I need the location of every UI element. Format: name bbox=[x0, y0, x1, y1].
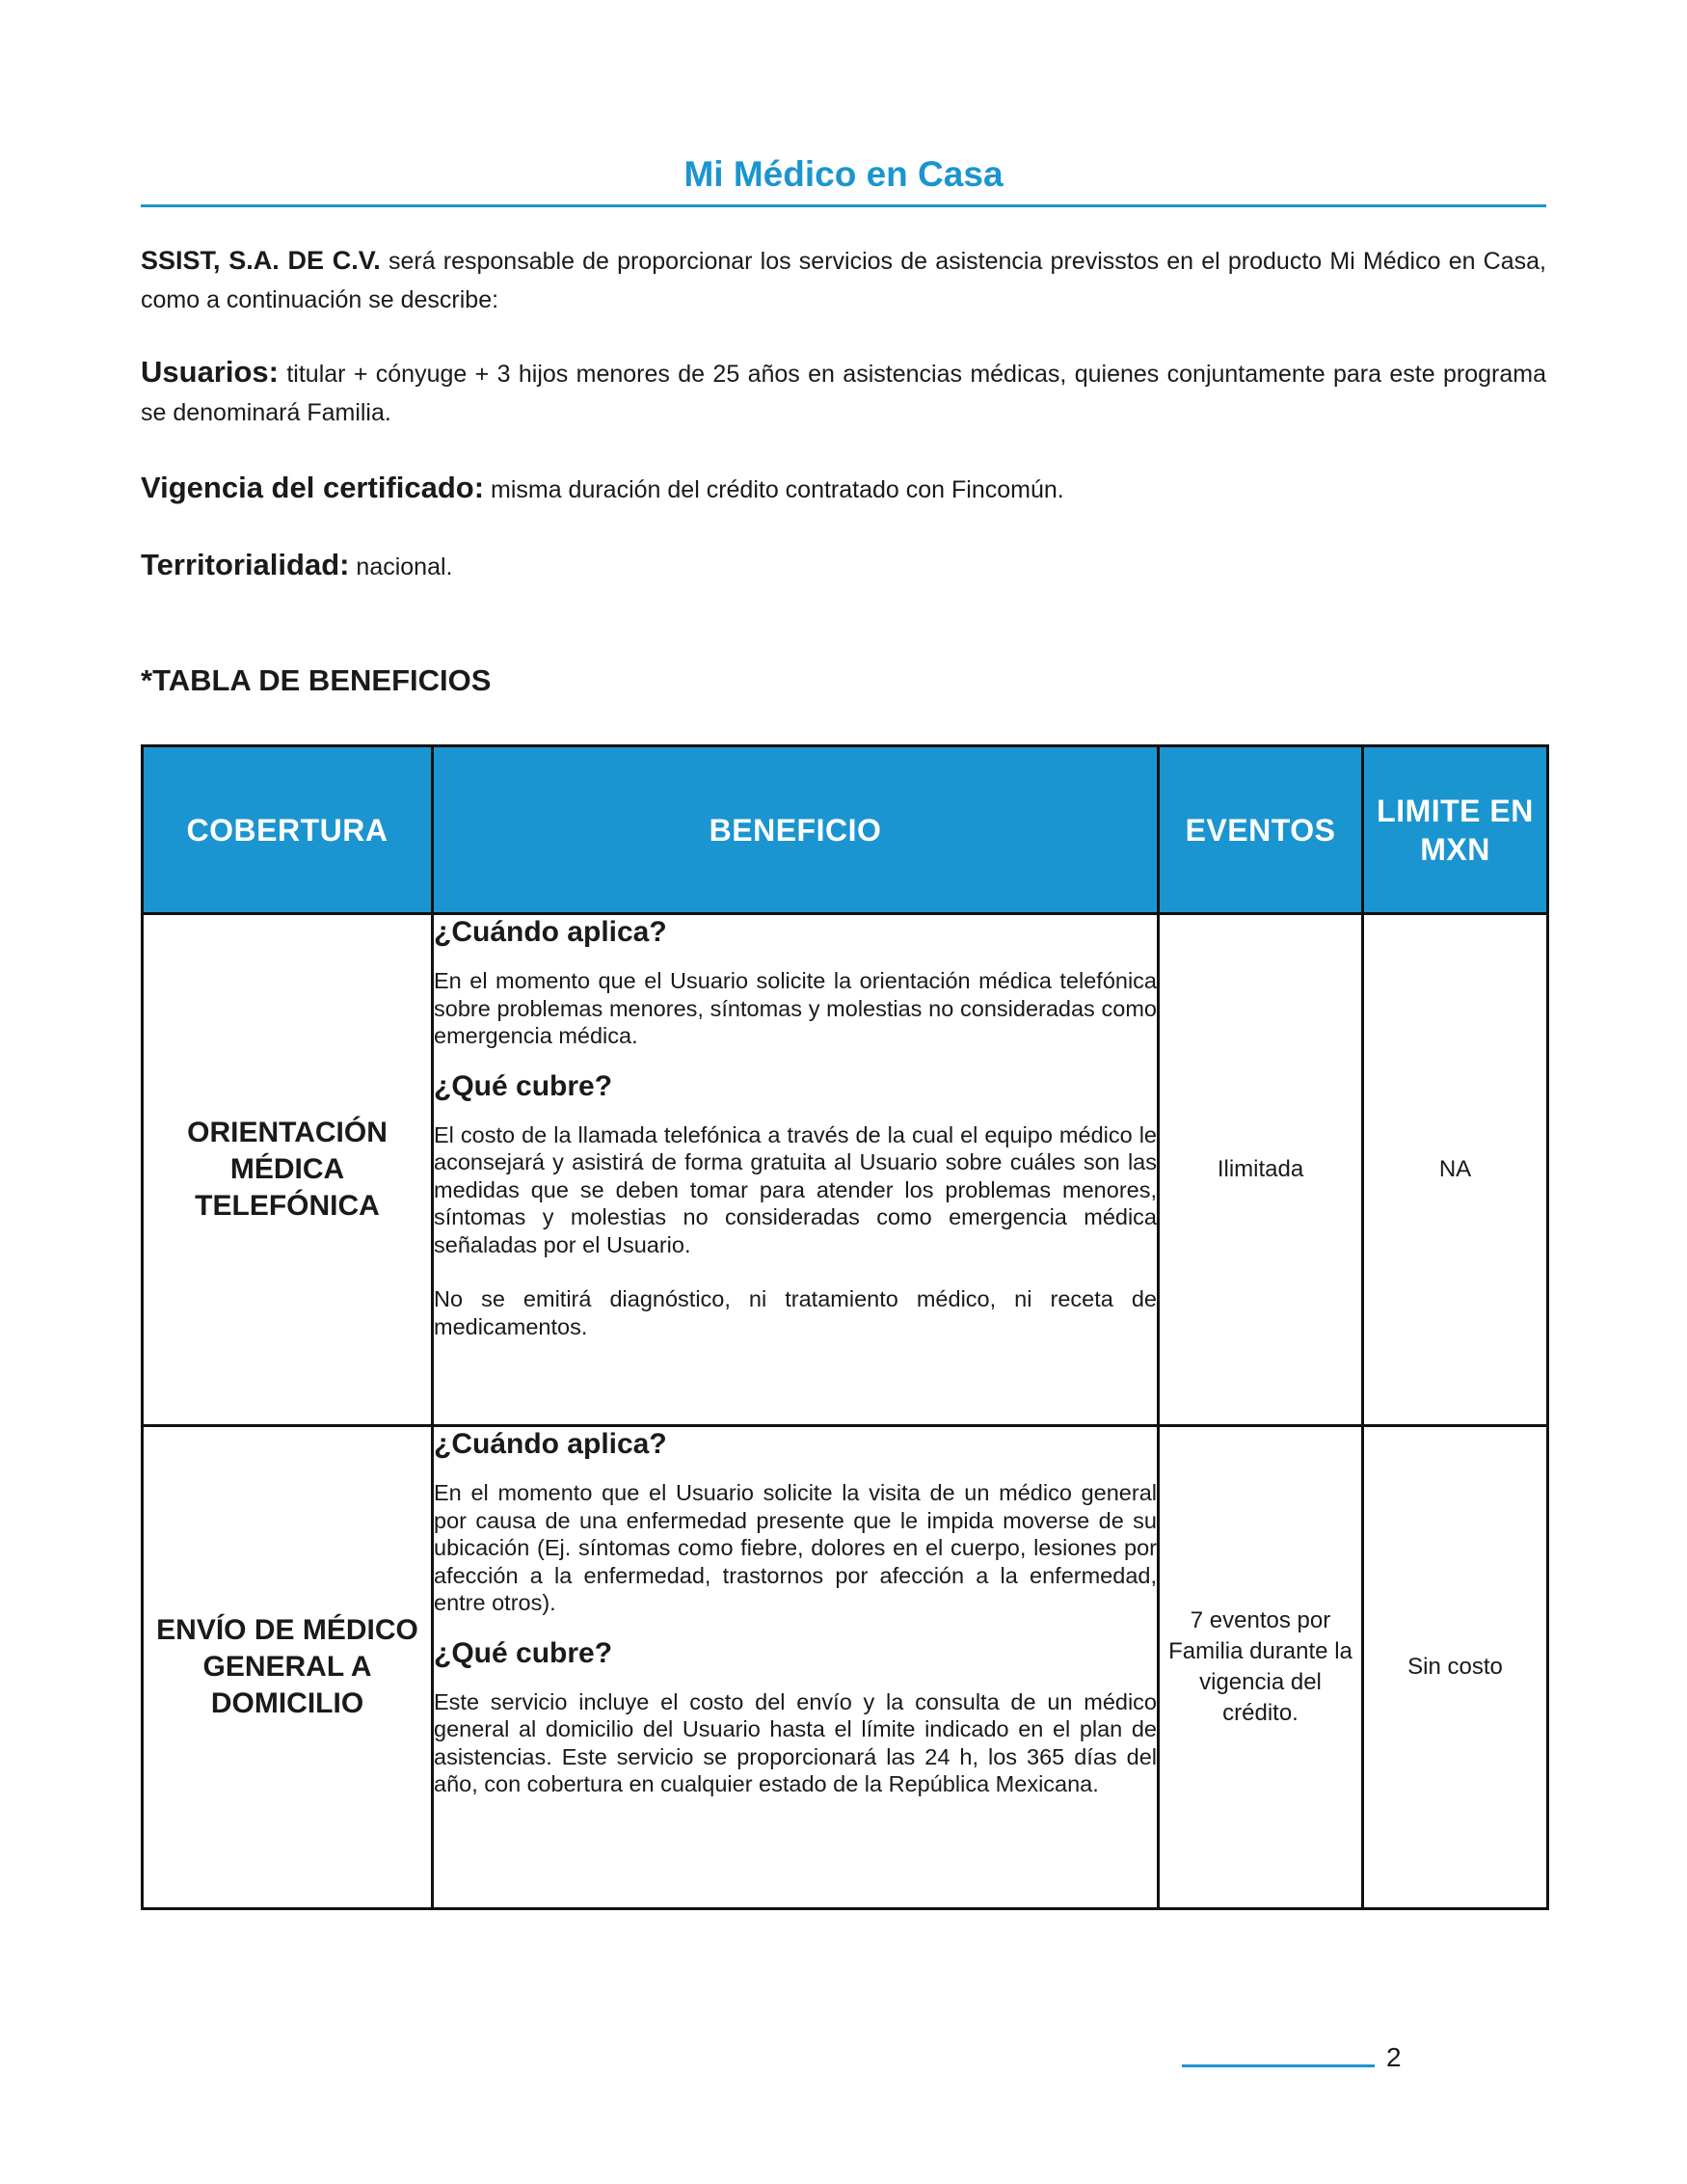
beneficio-cell bbox=[433, 914, 1159, 1426]
usuarios-label: Usuarios: bbox=[141, 355, 279, 389]
table-header-row bbox=[143, 746, 1548, 914]
table-row bbox=[143, 1426, 1548, 1909]
intro-paragraph bbox=[141, 241, 1546, 319]
answer-text: El costo de la llamada telefónica a través de la cual el equipo médico le aconsejará y asistirá de forma gratuita al Usuario sobre cuáles son las medidas que se deben tomar para atender los problemas menores, síntomas y molestias no consideradas como emergencia médica señaladas por el Usuario. bbox=[434, 1121, 1157, 1257]
answer-text: En el momento que el Usuario solicite la orientación médica telefónica sobre problemas menores, síntomas y molestias no consideradas como emergencia médica. bbox=[434, 968, 1157, 1048]
page-number: 2 bbox=[1386, 2042, 1402, 2072]
limite-cell: Sin costo bbox=[1363, 1426, 1548, 1909]
beneficio-cell bbox=[433, 1426, 1159, 1909]
question-heading: ¿Cuándo aplica? bbox=[434, 1428, 667, 1460]
question-heading: ¿Qué cubre? bbox=[434, 1069, 613, 1102]
page-title: Mi Médico en Casa bbox=[683, 154, 1004, 194]
usuarios-text: titular + cónyuge + 3 hijos menores de 25 años en asistencias médicas, quienes conjuntamente para este programa se denominará Familia. bbox=[141, 361, 1546, 426]
title-divider bbox=[141, 204, 1546, 207]
answer-text: En el momento que el Usuario solicite la visita de un médico general por causa de una enfermedad presente que le impida moverse de su ubicación (Ej. síntomas como fiebre, dolores en el cuerpo, lesiones por afección a la enfermedad, trastornos por afección a la enfermedad, entre otros). bbox=[434, 1480, 1157, 1615]
answer-text: Este servicio incluye el costo del envío y la consulta de un médico general al domicilio del Usuario hasta el límite indicado en el plan de asistencias. Este servicio se proporcionará las 24 h, los 365 días del año, con cobertura en cualquier estado de la República Mexicana. bbox=[434, 1688, 1157, 1796]
company-name: SSIST, S.A. DE C.V. bbox=[141, 246, 381, 275]
question-heading: ¿Cuándo aplica? bbox=[434, 916, 667, 948]
territorialidad-paragraph bbox=[141, 546, 1546, 586]
table-title: *TABLA DE BENEFICIOS bbox=[141, 663, 492, 697]
limite-cell: NA bbox=[1363, 914, 1548, 1426]
vigencia-paragraph bbox=[141, 469, 1546, 509]
intro-text: será responsable de proporcionar los servicios de asistencia previsstos en el producto Mi Médico en Casa, como a continuación se describe: bbox=[141, 248, 1546, 313]
benefits-table bbox=[141, 744, 1549, 1910]
question-heading: ¿Qué cubre? bbox=[434, 1636, 613, 1669]
vigencia-label: Vigencia del certificado: bbox=[141, 471, 485, 504]
cobertura-cell: ENVÍO DE MÉDICO GENERAL A DOMICILIO bbox=[143, 1426, 433, 1909]
header-cobertura: COBERTURA bbox=[143, 746, 433, 914]
header-beneficio: BENEFICIO bbox=[433, 746, 1159, 914]
territorialidad-text: nacional. bbox=[349, 553, 453, 580]
header-limite: LIMITE EN MXN bbox=[1363, 746, 1548, 914]
page-number-rule bbox=[1182, 2064, 1375, 2067]
eventos-cell: Ilimitada bbox=[1159, 914, 1363, 1426]
eventos-cell: 7 eventos por Familia durante la vigencia del crédito. bbox=[1159, 1426, 1363, 1909]
territorialidad-label: Territorialidad: bbox=[141, 548, 350, 581]
vigencia-text: misma duración del crédito contratado con Fincomún. bbox=[484, 476, 1064, 503]
answer-text: No se emitirá diagnóstico, ni tratamiento médico, ni receta de medicamentos. bbox=[434, 1286, 1157, 1339]
cobertura-cell: ORIENTACIÓN MÉDICA TELEFÓNICA bbox=[143, 914, 433, 1426]
usuarios-paragraph bbox=[141, 353, 1546, 432]
table-row bbox=[143, 914, 1548, 1426]
header-eventos: EVENTOS bbox=[1159, 746, 1363, 914]
